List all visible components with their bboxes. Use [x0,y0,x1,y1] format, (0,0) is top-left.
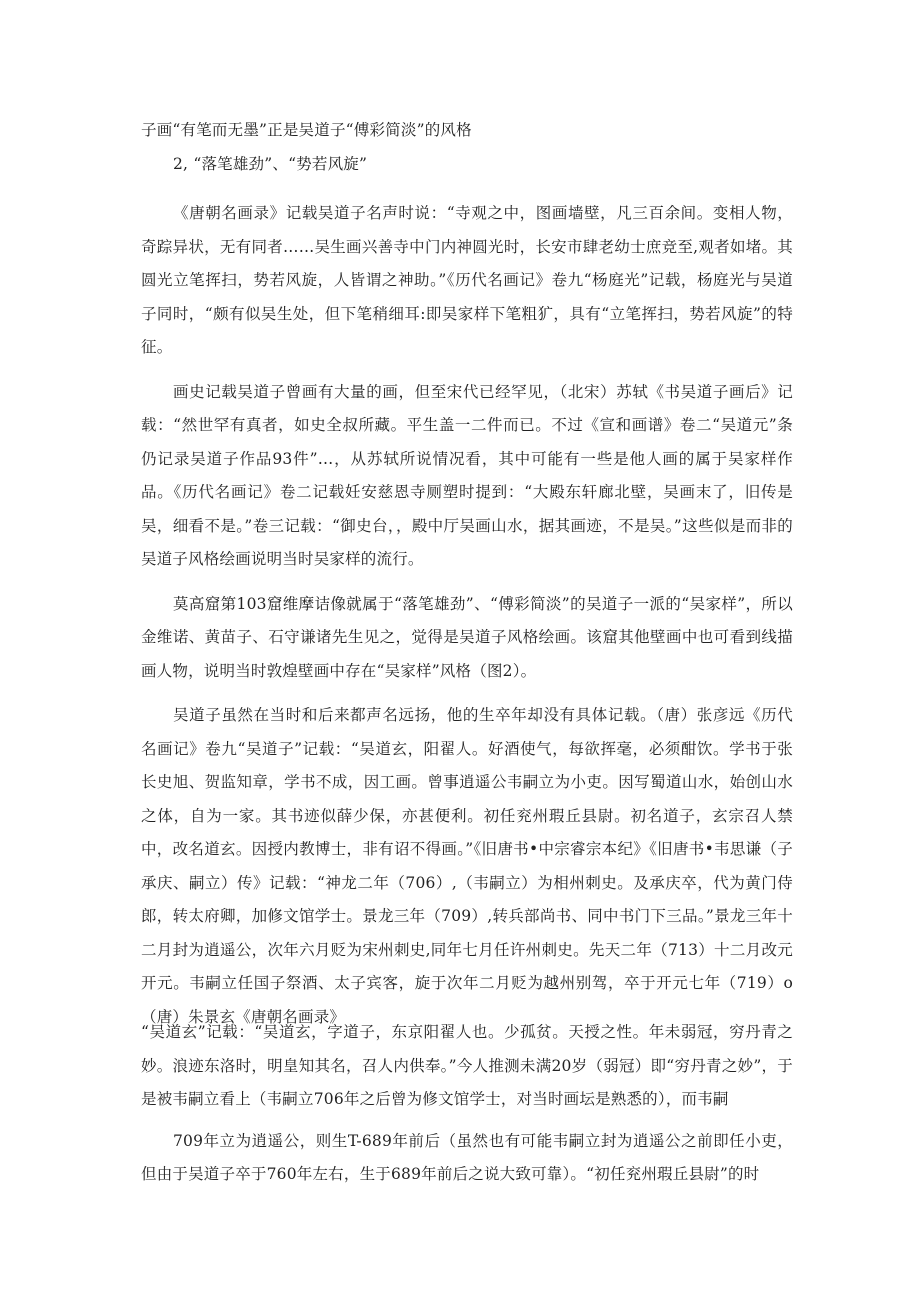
text-block-bottom [141,1016,793,1192]
paragraph-1: 《唐朝名画录》记载吴道子名声时说：“寺观之中，图画墙壁，凡三百余间。变相人物，奇踪异状，无有同者……吴生画兴善寺中门内神圆光时，长安市肆老幼士庶竞至,观者如堵。其圆光立笔挥扫，势若风旋，人皆谓之神助。”《历代名画记》卷九“杨庭光”记载，杨庭光与吴道子同时，“颇有似吴生处，但下笔稍细耳:即吴家样下笔粗犷，具有“立笔挥扫，势若风旋”的特征。 [141,204,793,356]
continuation-line: 子画“有笔而无墨”正是吴道子“傅彩简淡”的风格 [141,121,472,139]
section-heading: 2, “落笔雄劲”、“势若风旋” [173,154,368,173]
paragraph-4: 吴道子虽然在当时和后来都声名远扬，他的生卒年却没有具体记载。（唐）张彦远《历代名画记》卷九“吴道子”记载：“吴道玄，阳翟人。好酒使气，每欲挥毫，必须酣饮。学书于张长史旭、贺监知章，学书不成，因工画。曾事逍遥公韦嗣立为小吏。因写蜀道山水，始创山水之体，自为一家。其书迹似薛少保，亦甚便利。初任兖州瑕丘县尉。初名道子，玄宗召人禁中，改名道玄。因授内教博士，非有诏不得画。”《旧唐书•中宗睿宗本纪》《旧唐书•韦思谦（子承庆、嗣立）传》记载：“神龙二年（706）,（韦嗣立）为相州刺史。及承庆卒，代为黄门侍郎，转太府卿，加修文馆学士。景龙三年（709）,转兵部尚书、同中书门下三品。”景龙三年十二月封为逍遥公，次年六月贬为宋州刺史,同年七月任许州刺史。先天二年（713）十二月改元开元。韦嗣立任国子祭酒、太子宾客，旋于次年二月贬为越州别驾，卒于开元七年（719）o（唐）朱景玄《唐朝名画录》 [141,706,793,1026]
paragraph-5: “吴道玄”记载：“吴道玄，字道子，东京阳翟人也。少孤贫。天授之性。年未弱冠，穷丹青之妙。浪迹东洛时，明皇知其名，召人内供奉。”今人推测未满20岁（弱冠）即“穷丹青之妙”，于是被韦嗣立看上（韦嗣立706年之后曾为修文馆学士，对当时画坛是熟悉的），而韦嗣 [141,1023,793,1108]
text-block-top [141,114,793,181]
paragraph-6: 709年立为逍遥公，则生T-689年前后（虽然也有可能韦嗣立封为逍遥公之前即任小吏，但由于吴道子卒于760年左右，生于689年前后之说大致可靠）。“初任兖州瑕丘县尉”的时 [141,1131,793,1183]
paragraph-3: 莫高窟第103窟维摩诘像就属于“落笔雄劲”、“傅彩简淡”的吴道子一派的“吴家样”，所以金维诺、黄苗子、石守谦诸先生见之，觉得是吴道子风格绘画。该窟其他壁画中也可看到线描画人物，说明当时敦煌壁画中存在“吴家样”风格（图2）。 [141,594,793,680]
paragraph-2: 画史记载吴道子曾画有大量的画，但至宋代已经罕见，（北宋）苏轼《书吴道子画后》记载：“然世罕有真者，如史全叔所藏。平生盖一二件而已。不过《宣和画谱》卷二“吴道元”条仍记录吴道子作品93件”…，从苏轼所说情况看，其中可能有一些是他人画的属于吴家样作品。《历代名画记》卷二记载妊安慈恩寺厕塑时提到：“大殿东轩廊北壁，吴画末了，旧传是吴，细看不是。”卷三记载：“御史台，，殿中厅吴画山水，据其画迹，不是吴。”这些似是而非的吴道子风格绘画说明当时吴家样的流行。 [141,382,793,568]
text-block-main [141,197,793,1034]
